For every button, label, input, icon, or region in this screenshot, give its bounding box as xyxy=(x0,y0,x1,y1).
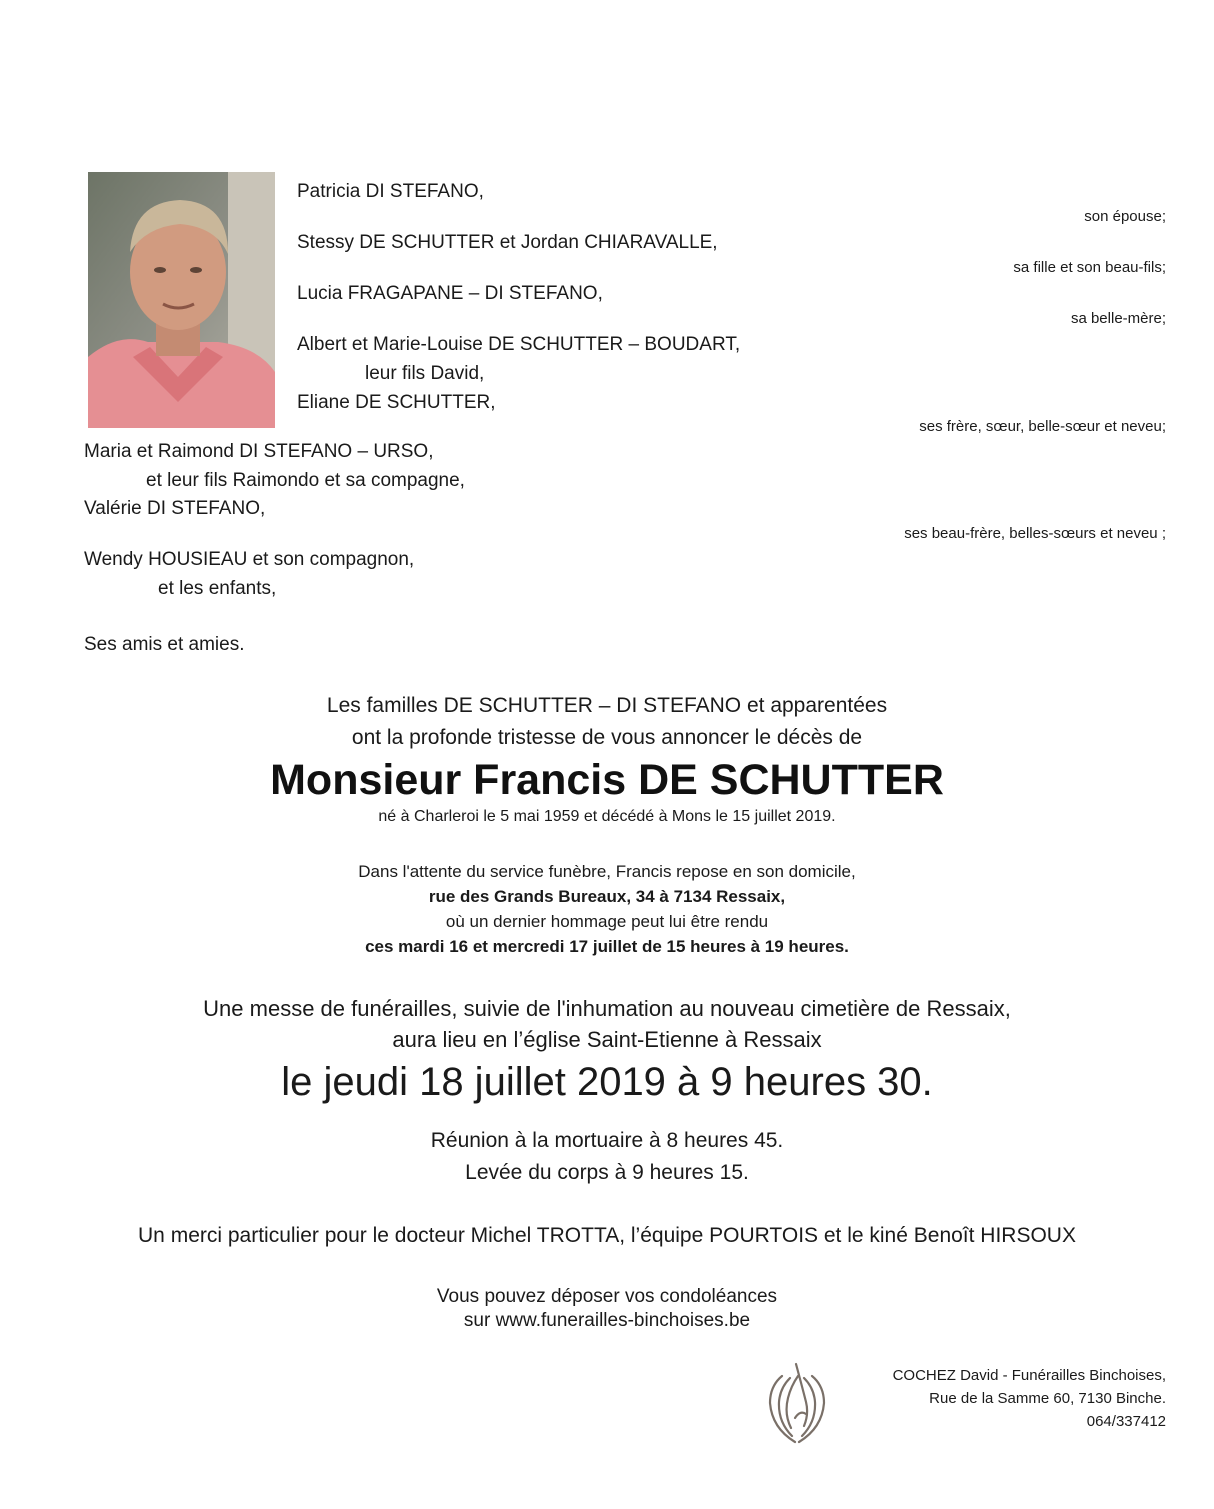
family-maria-raimond: Maria et Raimond DI STEFANO – URSO, xyxy=(84,441,434,462)
family-role-in-laws: ses beau-frère, belles-sœurs et neveu ; xyxy=(904,525,1166,542)
rest-line3: où un dernier hommage peut lui être rendu xyxy=(445,912,769,931)
family-son-david: leur fils David, xyxy=(365,363,485,384)
family-valerie: Valérie DI STEFANO, xyxy=(84,498,266,519)
rest-line1: Dans l'attente du service funèbre, Francis repose en son domicile, xyxy=(358,862,856,881)
deceased-name: Monsieur Francis DE SCHUTTER xyxy=(270,756,944,804)
family-raimondo: et leur fils Raimondo et sa compagne, xyxy=(146,470,465,491)
funeral-line1: Une messe de funérailles, suivie de l'inhumation au nouveau cimetière de Ressaix, xyxy=(203,996,1011,1021)
rest-address: rue des Grands Bureaux, 34 à 7134 Ressaix, xyxy=(428,887,786,906)
family-role-mother-in-law: sa belle-mère; xyxy=(1070,310,1166,327)
funeral-home-address: Rue de la Samme 60, 7130 Binche. xyxy=(929,1390,1166,1407)
family-children: et les enfants, xyxy=(158,578,277,599)
visiting-hours: ces mardi 16 et mercredi 17 juillet de 15 heures à 19 heures. xyxy=(365,937,849,956)
funeral-levee: Levée du corps à 9 heures 15. xyxy=(465,1161,749,1184)
funeral-home-phone: 064/337412 xyxy=(1086,1413,1166,1430)
family-patricia: Patricia DI STEFANO, xyxy=(297,181,484,202)
funeral-home-logo-icon xyxy=(762,1358,832,1446)
funeral-date: le jeudi 18 juillet 2019 à 9 heures 30. xyxy=(281,1060,933,1104)
family-lucia: Lucia FRAGAPANE – DI STEFANO, xyxy=(297,283,603,304)
announcement-line1: Les familles DE SCHUTTER – DI STEFANO et apparentées xyxy=(326,694,888,717)
condolences-line1: Vous pouvez déposer vos condoléances xyxy=(436,1286,778,1307)
family-role-daughter: sa fille et son beau-fils; xyxy=(1013,259,1166,276)
announcement-line2: ont la profonde tristesse de vous annoncer le décès de xyxy=(351,726,863,749)
family-stessy-jordan: Stessy DE SCHUTTER et Jordan CHIARAVALLE, xyxy=(297,232,718,253)
family-friends: Ses amis et amies. xyxy=(84,634,245,655)
funeral-home-name: COCHEZ David - Funérailles Binchoises, xyxy=(892,1367,1166,1384)
funeral-line2: aura lieu en l’église Saint-Etienne à Ressaix xyxy=(392,1027,822,1052)
family-wendy: Wendy HOUSIEAU et son compagnon, xyxy=(84,549,415,570)
portrait-photo xyxy=(88,172,275,428)
family-role-spouse: son épouse; xyxy=(1084,208,1166,225)
family-albert-marie-louise: Albert et Marie-Louise DE SCHUTTER – BOUDART, xyxy=(297,334,741,355)
condolences-website: sur www.funerailles-binchoises.be xyxy=(463,1310,751,1331)
funeral-meeting: Réunion à la mortuaire à 8 heures 45. xyxy=(430,1129,784,1152)
family-role-siblings: ses frère, sœur, belle-sœur et neveu; xyxy=(919,418,1166,435)
thanks-note: Un merci particulier pour le docteur Michel TROTTA, l’équipe POURTOIS et le kiné Benoît HIRSOUX xyxy=(138,1224,1076,1247)
birth-death-dates: né à Charleroi le 5 mai 1959 et décédé à Mons le 15 juillet 2019. xyxy=(378,808,836,825)
family-eliane: Eliane DE SCHUTTER, xyxy=(297,392,496,413)
